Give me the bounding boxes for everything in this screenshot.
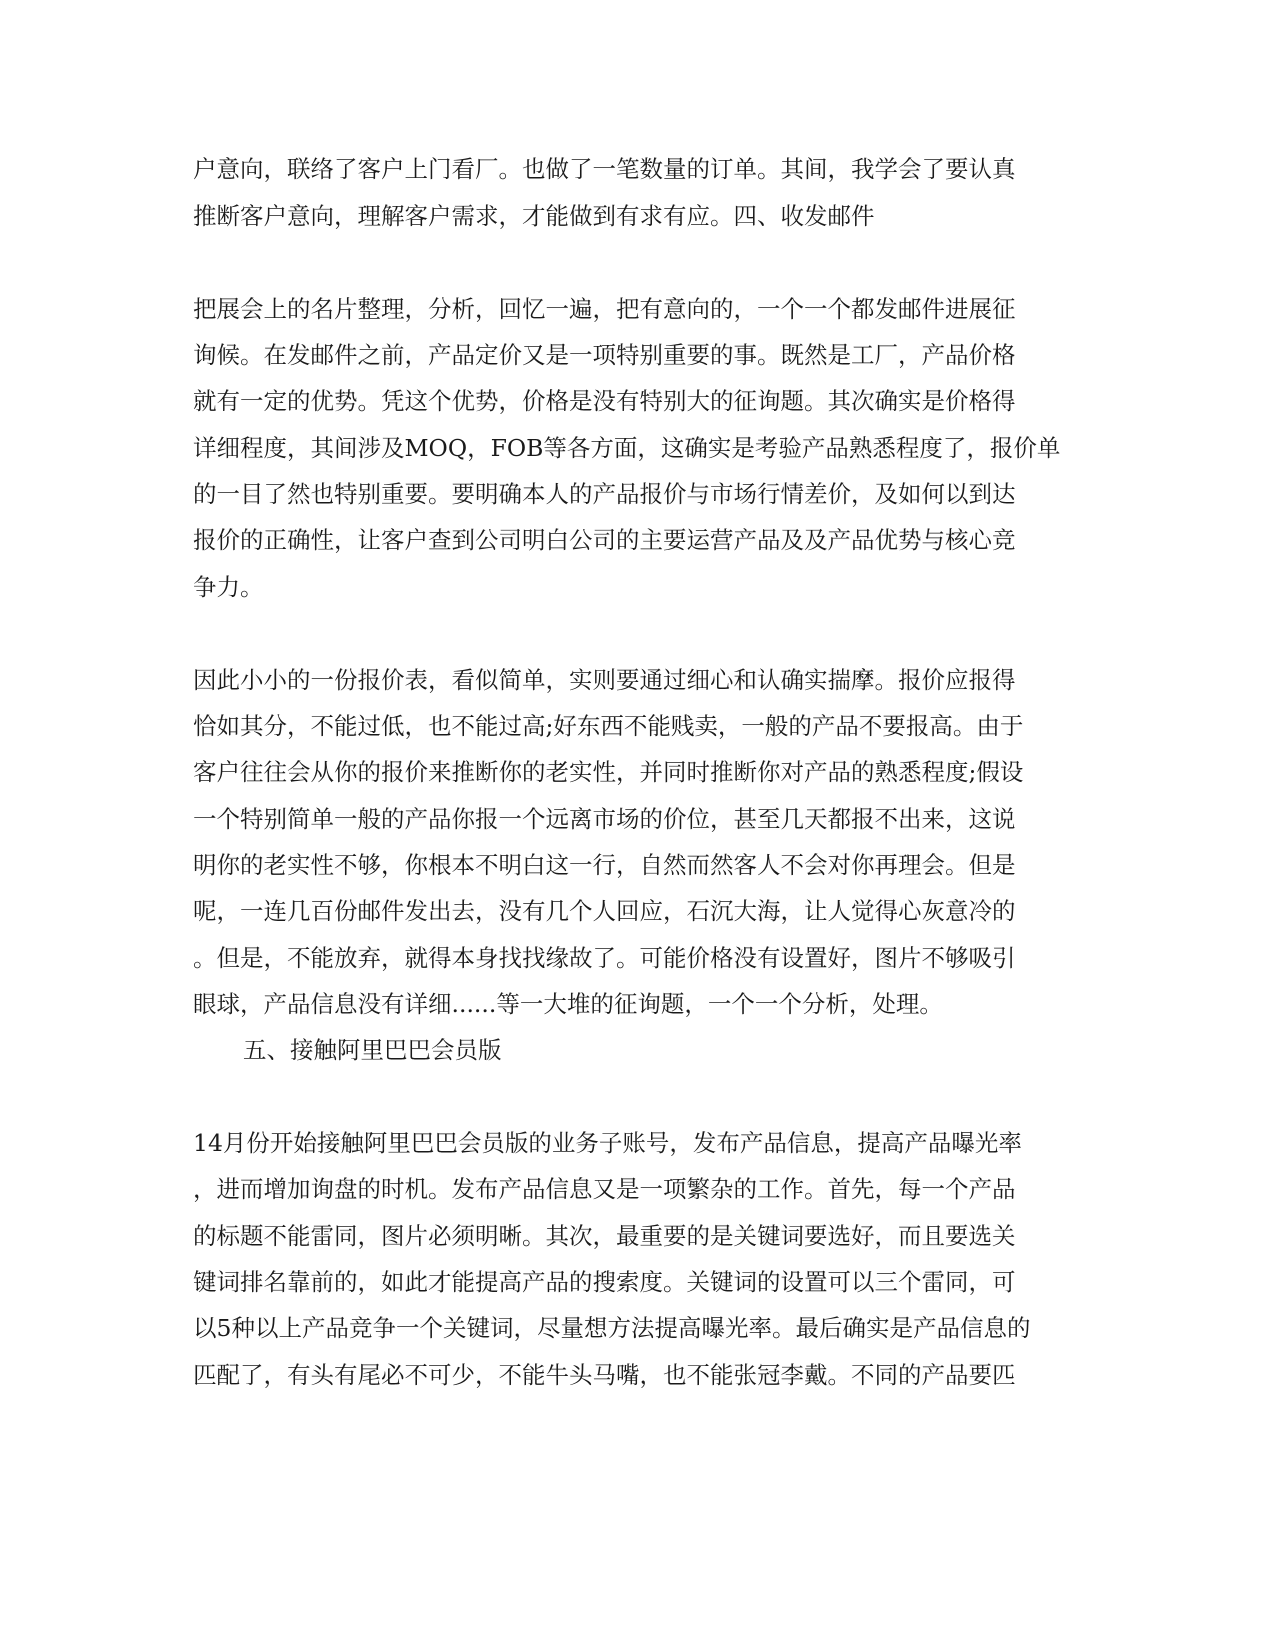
text-line: 一个特别简单一般的产品你报一个远离市场的价位，甚至几天都报不出来，这说: [193, 805, 1016, 833]
text-line: 的标题不能雷同，图片必须明晰。其次，最重要的是关键词要选好，而且要选关: [193, 1222, 1016, 1250]
text-line: 恰如其分，不能过低，也不能过高;好东西不能贱卖，一般的产品不要报高。由于: [193, 712, 1024, 740]
text-line: 眼球，产品信息没有详细......等一大堆的征询题，一个一个分析，处理。: [193, 990, 943, 1018]
text-line: 以5种以上产品竞争一个关键词，尽量想方法提高曝光率。最后确实是产品信息的: [193, 1314, 1031, 1342]
text-line: 把展会上的名片整理，分析，回忆一遍，把有意向的，一个一个都发邮件进展征: [193, 295, 1016, 323]
section-heading: 五、接触阿里巴巴会员版: [243, 1036, 502, 1064]
text-line: 明你的老实性不够，你根本不明白这一行，自然而然客人不会对你再理会。但是: [193, 851, 1016, 879]
text-line: 14月份开始接触阿里巴巴会员版的业务子账号，发布产品信息，提高产品曝光率: [193, 1129, 1022, 1157]
text-line: 匹配了，有头有尾必不可少，不能牛头马嘴，也不能张冠李戴。不同的产品要匹: [193, 1361, 1016, 1389]
text-line: 推断客户意向，理解客户需求，才能做到有求有应。四、收发邮件: [193, 202, 875, 230]
text-line: 详细程度，其间涉及MOQ，FOB等各方面，这确实是考验产品熟悉程度了，报价单: [193, 434, 1061, 462]
text-line: 因此小小的一份报价表，看似简单，实则要通过细心和认确实揣摩。报价应报得: [193, 666, 1016, 694]
text-line: 争力。: [193, 573, 264, 601]
text-line: 询候。在发邮件之前，产品定价又是一项特别重要的事。既然是工厂，产品价格: [193, 341, 1016, 369]
text-line: 客户往往会从你的报价来推断你的老实性，并同时推断你对产品的熟悉程度;假设: [193, 758, 1024, 786]
text-line: 报价的正确性，让客户查到公司明白公司的主要运营产品及及产品优势与核心竞: [193, 526, 1016, 554]
text-line: 户意向，联络了客户上门看厂。也做了一笔数量的订单。其间，我学会了要认真: [193, 155, 1016, 183]
text-line: 的一目了然也特别重要。要明确本人的产品报价与市场行情差价，及如何以到达: [193, 480, 1016, 508]
text-line: 。但是，不能放弃，就得本身找找缘故了。可能价格没有设置好，图片不够吸引: [193, 944, 1016, 972]
text-line: 呢，一连几百份邮件发出去，没有几个人回应，石沉大海，让人觉得心灰意冷的: [193, 897, 1016, 925]
text-line: 键词排名靠前的，如此才能提高产品的搜索度。关键词的设置可以三个雷同，可: [193, 1268, 1016, 1296]
text-line: ，进而增加询盘的时机。发布产品信息又是一项繁杂的工作。首先，每一个产品: [193, 1175, 1016, 1203]
text-line: 就有一定的优势。凭这个优势，价格是没有特别大的征询题。其次确实是价格得: [193, 387, 1016, 415]
